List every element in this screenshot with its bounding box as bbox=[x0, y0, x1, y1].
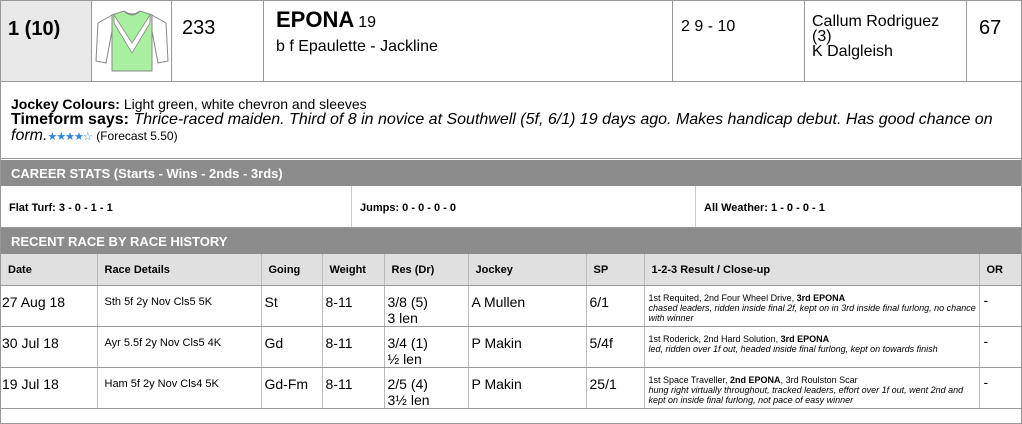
col-header[interactable]: Date bbox=[1, 254, 97, 286]
beaten-distance: ½ len bbox=[387, 351, 422, 367]
result-draw bbox=[384, 286, 468, 327]
jockey-link[interactable]: A Mullen bbox=[468, 286, 586, 327]
result-placings bbox=[649, 293, 979, 303]
trainer-name-link[interactable]: K Dalgleish bbox=[812, 43, 893, 60]
beaten-distance: 3½ len bbox=[387, 392, 430, 408]
jockey-claim: (3) bbox=[812, 28, 832, 45]
placings-highlight: 3rd EPONA bbox=[780, 334, 830, 344]
col-header[interactable]: Res (Dr) bbox=[384, 254, 468, 286]
runner-name-cell bbox=[264, 1, 673, 81]
closeup-comment: hung right virtually throughout, tracked leaders, effort over 1f out, went 2nd and kept on inside final furlong, not pace of easy winner bbox=[648, 385, 964, 405]
horse-name-link[interactable]: EPONA bbox=[276, 7, 355, 32]
all-weather-stats: All Weather: 1 - 0 - 0 - 1 bbox=[704, 202, 825, 214]
race-or: - bbox=[979, 368, 1021, 409]
runner-number: 1 (10) bbox=[1, 1, 92, 81]
going: Gd bbox=[261, 327, 322, 368]
form-figures: 2 9 - 10 bbox=[673, 1, 805, 81]
race-details-link[interactable]: Ayr 5.5f 2y Nov Cls5 4K bbox=[97, 327, 261, 368]
star-empty-icon: ☆ bbox=[82, 131, 92, 143]
result: 3/8 (5) bbox=[387, 294, 428, 310]
runner-info bbox=[1, 82, 1021, 159]
result-placings bbox=[649, 375, 979, 385]
placings-tail: , 3rd Roulston Scar bbox=[780, 375, 858, 385]
col-header[interactable]: OR bbox=[979, 254, 1021, 286]
table-row[interactable] bbox=[1, 327, 1021, 368]
horse-age: 19 bbox=[358, 14, 377, 31]
table-row[interactable] bbox=[1, 286, 1021, 327]
race-or: - bbox=[979, 286, 1021, 327]
race-details-link[interactable]: Sth 5f 2y Nov Cls5 5K bbox=[97, 286, 261, 327]
jockey-silk-icon bbox=[92, 1, 172, 81]
result-placings bbox=[649, 334, 979, 344]
result-draw bbox=[384, 368, 468, 409]
race-date: 19 Jul 18 bbox=[1, 368, 97, 409]
result: 2/5 (4) bbox=[387, 376, 428, 392]
col-header[interactable]: 1-2-3 Result / Close-up bbox=[644, 254, 979, 286]
career-stats-bar: CAREER STATS (Starts - Wins - 2nds - 3rds) bbox=[1, 160, 1021, 186]
jockey-link[interactable]: P Makin bbox=[468, 368, 586, 409]
race-or: - bbox=[979, 327, 1021, 368]
placings-text: 1st Roderick, 2nd Hard Solution, bbox=[648, 334, 781, 344]
closeup-comment: led, ridden over 1f out, headed inside final furlong, kept on towards finish bbox=[648, 344, 938, 354]
race-details-link[interactable]: Ham 5f 2y Nov Cls4 5K bbox=[97, 368, 261, 409]
forecast-odds: (Forecast 5.50) bbox=[96, 129, 178, 143]
weight: 8-11 bbox=[322, 368, 384, 409]
jockey-name-link[interactable]: Callum Rodriguez bbox=[812, 13, 940, 30]
race-history-table bbox=[1, 254, 1021, 409]
table-header-row bbox=[1, 254, 1021, 286]
starting-price: 5/4f bbox=[586, 327, 644, 368]
placings-highlight: 3rd EPONA bbox=[796, 293, 846, 303]
silk-icon bbox=[92, 1, 172, 81]
jockey-trainer-cell bbox=[805, 1, 967, 81]
timeform-label: Timeform says: bbox=[11, 111, 129, 128]
result: 3/4 (1) bbox=[387, 335, 428, 351]
jockey-colours-label: Jockey Colours: bbox=[11, 96, 120, 112]
col-header[interactable]: Jockey bbox=[468, 254, 586, 286]
result-closeup bbox=[644, 286, 979, 327]
official-rating: 67 bbox=[979, 17, 1002, 39]
star-rating-icon bbox=[47, 131, 91, 143]
jockey-link[interactable]: P Makin bbox=[468, 327, 586, 368]
placings-text: 1st Space Traveller, bbox=[648, 375, 731, 385]
beaten-distance: 3 len bbox=[387, 310, 418, 326]
jockey-colours bbox=[11, 96, 1021, 112]
jumps-stats: Jumps: 0 - 0 - 0 - 0 bbox=[352, 186, 696, 227]
result-closeup bbox=[644, 368, 979, 409]
runner-age-code: 233 bbox=[172, 1, 264, 81]
star-filled-icon: ★★★★ bbox=[47, 131, 83, 143]
jockey-colours-text: Light green, white chevron and sleeves bbox=[123, 96, 367, 112]
starting-price: 25/1 bbox=[586, 368, 644, 409]
timeform-says bbox=[11, 112, 1021, 145]
col-header[interactable]: Going bbox=[261, 254, 322, 286]
weight: 8-11 bbox=[322, 327, 384, 368]
starting-price: 6/1 bbox=[586, 286, 644, 327]
race-date: 30 Jul 18 bbox=[1, 327, 97, 368]
timeform-text: Thrice-raced maiden. Third of 8 in novice at Southwell (5f, 6/1) 19 days ago. Makes handicap debut. Has good chance on form. bbox=[11, 111, 993, 144]
going: St bbox=[261, 286, 322, 327]
col-header[interactable]: Race Details bbox=[97, 254, 261, 286]
flat-turf-stats: Flat Turf: 3 - 0 - 1 - 1 bbox=[1, 186, 352, 227]
col-header[interactable]: SP bbox=[586, 254, 644, 286]
pedigree: b f Epaulette - Jackline bbox=[276, 38, 438, 55]
race-date: 27 Aug 18 bbox=[1, 286, 97, 327]
runner-header bbox=[1, 1, 1021, 82]
placings-text: 1st Requited, 2nd Four Wheel Drive, bbox=[648, 293, 797, 303]
result-draw bbox=[384, 327, 468, 368]
placings-highlight: 2nd EPONA bbox=[730, 375, 781, 385]
race-history-bar: RECENT RACE BY RACE HISTORY bbox=[1, 228, 1021, 254]
table-row[interactable] bbox=[1, 368, 1021, 409]
weight: 8-11 bbox=[322, 286, 384, 327]
result-closeup bbox=[644, 327, 979, 368]
career-stats bbox=[1, 186, 1021, 228]
going: Gd-Fm bbox=[261, 368, 322, 409]
col-header[interactable]: Weight bbox=[322, 254, 384, 286]
closeup-comment: chased leaders, ridden inside final 2f, kept on in 3rd inside final furlong, no chance with winner bbox=[648, 303, 976, 323]
